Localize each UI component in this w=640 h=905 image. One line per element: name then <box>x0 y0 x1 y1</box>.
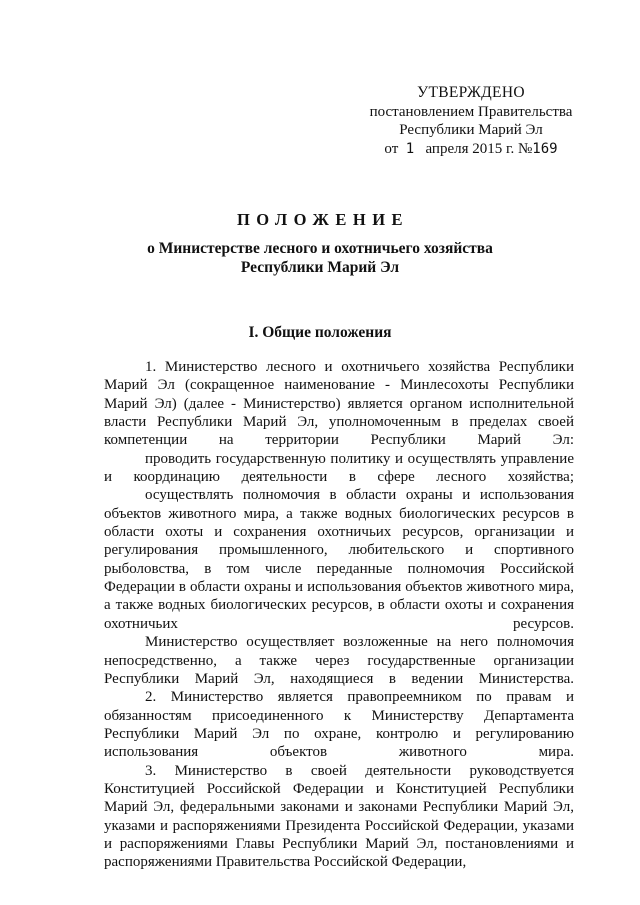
paragraph: 3. Министерство в своей деятельности руководствуется Конституцией Российской Федерации и Конституцией Республики Марий Эл, федеральными законами и законами Республики Марий Эл, указами и распоряжениями Президента Российской Федерации, указами и распоряжениями Главы Республики Марий Эл, постановлениями и распоряжениями Правительства Российской Федерации, <box>104 762 574 871</box>
approval-date-day: 1 <box>405 140 415 157</box>
subtitle-line-1: о Министерстве лесного и охотничьего хозяйства <box>147 240 493 257</box>
paragraph: Министерство осуществляет возложенные на него полномочия непосредственно, а также через государственные организации Республики Марий Эл, находящиеся в ведении Министерства. <box>104 634 574 687</box>
approval-date <box>360 140 582 159</box>
approval-date-rest: апреля 2015 г. № <box>425 140 533 157</box>
paragraph: 2. Министерство является правопреемником по правам и обязанностям присоединенного к Министерству Департамента Республики Марий Эл по охране, контролю и регулированию использования объектов животного мира. <box>104 689 574 761</box>
document-body <box>104 358 574 872</box>
approval-line-1: постановлением Правительства <box>369 103 573 120</box>
section-title: I. Общие положения <box>248 324 392 341</box>
approval-line-2: Республики Марий Эл <box>399 122 543 138</box>
approval-stamp <box>360 84 582 158</box>
approval-number: 169 <box>532 140 558 157</box>
document-subtitle <box>0 239 640 277</box>
paragraph: проводить государственную политику и осуществлять управление и координацию деятельности в сфере лесного хозяйства; <box>104 450 574 486</box>
approval-date-prefix: от <box>384 140 399 157</box>
document-title: ПОЛОЖЕНИЕ <box>236 210 410 229</box>
approval-heading: УТВЕРЖДЕНО <box>417 84 525 101</box>
paragraph: осуществлять полномочия в области охраны и использования объектов животного мира, а также водных биологических ресурсов в области охоты и сохранения охотничьих ресурсов, организации и регулирования промышленного, любительского и спортивного рыболовства, в том числе переданные полномочия Российской Федерации в области охраны и использования объектов животного мира, а также водных биологических ресурсов, в области охоты и сохранения охотничьих ресурсов. <box>104 487 574 632</box>
subtitle-line-2: Республики Марий Эл <box>240 259 400 276</box>
paragraph: 1. Министерство лесного и охотничьего хозяйства Республики Марий Эл (сокращенное наименование - Минлесохоты Республики Марий Эл) (далее - Министерство) является органом исполнительной власти Республики Марий Эл, уполномоченным в пределах своей компетенции на территории Республики Марий Эл: <box>104 359 574 449</box>
